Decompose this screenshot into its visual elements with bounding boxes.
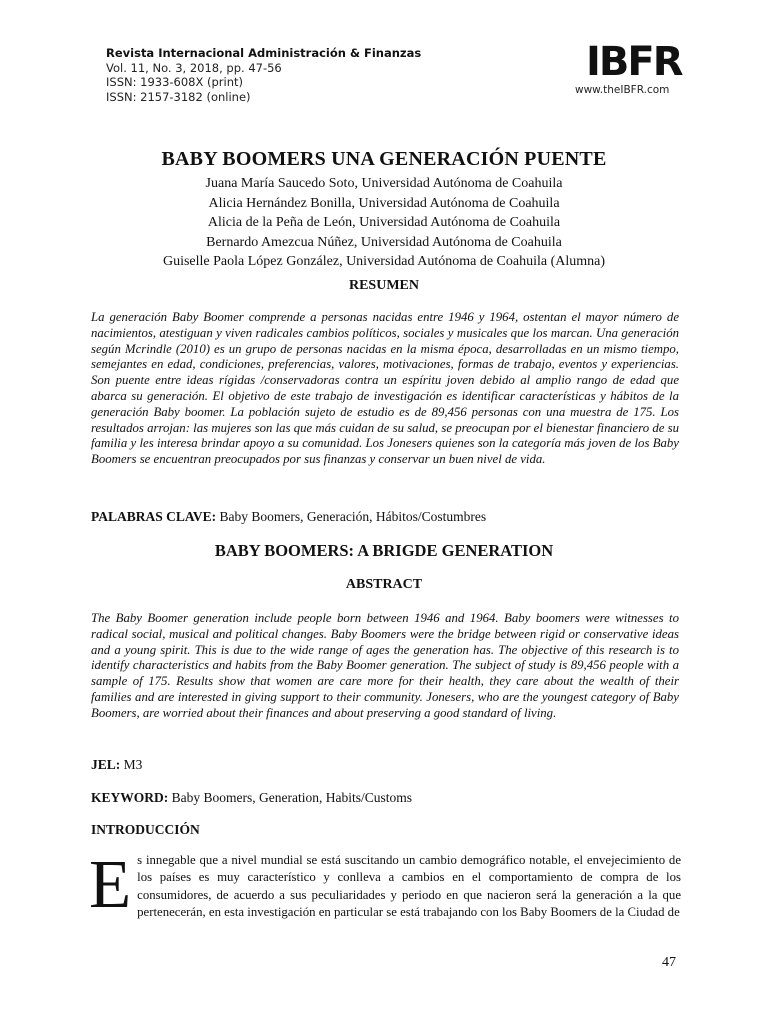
resumen-heading: RESUMEN: [348, 278, 419, 293]
author-line: Alicia de la Peña de León, Universidad Autónoma de Coahuila: [207, 215, 561, 230]
issn-print: ISSN: 1933-608X (print): [106, 75, 244, 89]
keyword-label: KEYWORD:: [91, 790, 169, 805]
jel-value: M3: [123, 757, 143, 772]
introduccion-heading: INTRODUCCIÓN: [91, 822, 200, 837]
keyword-value: Baby Boomers, Generation, Habits/Customs: [171, 790, 412, 805]
jel: [91, 757, 691, 773]
page-number: 47: [662, 955, 676, 970]
palabras-clave: [91, 509, 691, 525]
author-line: Alicia Hernández Bonilla, Universidad Autónoma de Coahuila: [208, 195, 560, 211]
author-line: Bernardo Amezcua Núñez, Universidad Autónoma de Coahuila: [206, 234, 562, 250]
palabras-clave-label: PALABRAS CLAVE:: [91, 509, 217, 524]
author-line: Juana María Saucedo Soto, Universidad Autónoma de Coahuila: [205, 176, 563, 191]
author-list: [0, 174, 768, 272]
journal-volume: Vol. 11, No. 3, 2018, pp. 47-56: [106, 60, 282, 75]
dropcap-letter: E: [89, 846, 132, 922]
jel-label: JEL:: [91, 757, 121, 772]
issn-online: ISSN: 2157-3182 (online): [106, 89, 251, 104]
journal-info: [106, 46, 421, 104]
abstract-heading: ABSTRACT: [345, 577, 423, 592]
introduccion-text: [89, 846, 681, 922]
paper-title: BABY BOOMERS UNA GENERACIÓN PUENTE: [161, 148, 607, 170]
resumen-text: La generación Baby Boomer comprende a personas nacidas entre 1946 y 1964, ostentan el mayor número de nacimientos, atestiguan y viven radicales cambios políticos, sociales y musicales que los marcan. Una generación según Mcrindle (2010) es un grupo de personas nacidas en la misma época, desarrolladas en un mismo tiempo, semejantes en edad, condiciones, preferencias, valores, motivaciones, formas de trabajo, eventos y experiencias. Son puente entre ideas rígidas /conservadoras contra un espíritu joven debido al amplio rango de edad que abarca su generación. El objetivo de este trabajo de investigación es identificar características y hábitos de la generación Baby boomer. La población sujeto de estudio es de 89,456 personas con una muestra de 175. Los resultados arrojan: las mujeres son las que más cuidan de su salud, se preocupan por el bienestar financiero de su familia y les interesa brindar apoyo a su comunidad. Los Jonesers quienes son la categoría más joven de los Baby Boomers se encuentran preocupados por sus finanzas y conservar un buen nivel de vida.: [91, 310, 679, 467]
abstract-text: The Baby Boomer generation include people born between 1946 and 1964. Baby boomers were witnesses to radical social, musical and political changes. Baby Boomers were the bridge between rigid or conservative ideas and a young spirit. This is due to the wide range of ages the generation has. The objective of this research is to identify characteristics and habits from the Baby Boomer generation. The subject of study is 89,456 people with a sample of 175. Results show that women are care more for their health, they care about the wealth of their families and are interested in giving support to their community. Jonesers, who are the youngest category of Baby Boomers, are worried about their finances and about preserving a good standard of living.: [91, 611, 679, 720]
logo-url: www.theIBFR.com: [575, 84, 670, 96]
english-title: BABY BOOMERS: A BRIGDE GENERATION: [214, 541, 554, 560]
palabras-clave-value: Baby Boomers, Generación, Hábitos/Costumbres: [219, 509, 487, 524]
ibfr-logo: IBFR: [586, 39, 682, 85]
author-line: Guiselle Paola López González, Universidad Autónoma de Coahuila (Alumna): [162, 254, 606, 269]
keyword: [91, 790, 691, 806]
introduccion-body: s innegable que a nivel mundial se está suscitando un cambio demográfico notable, el envejecimiento de los países es muy característico y conlleva a cambios en el comportamiento de compra de los consumidores, de acuerdo a sus peculiaridades y periodo en que nacieron será la generación a la que pertenecerán, en esta investigación en particular se está trabajando con los Baby Boomers de la Ciudad de: [137, 853, 681, 920]
journal-name: Revista Internacional Administración & Finanzas: [106, 46, 422, 60]
